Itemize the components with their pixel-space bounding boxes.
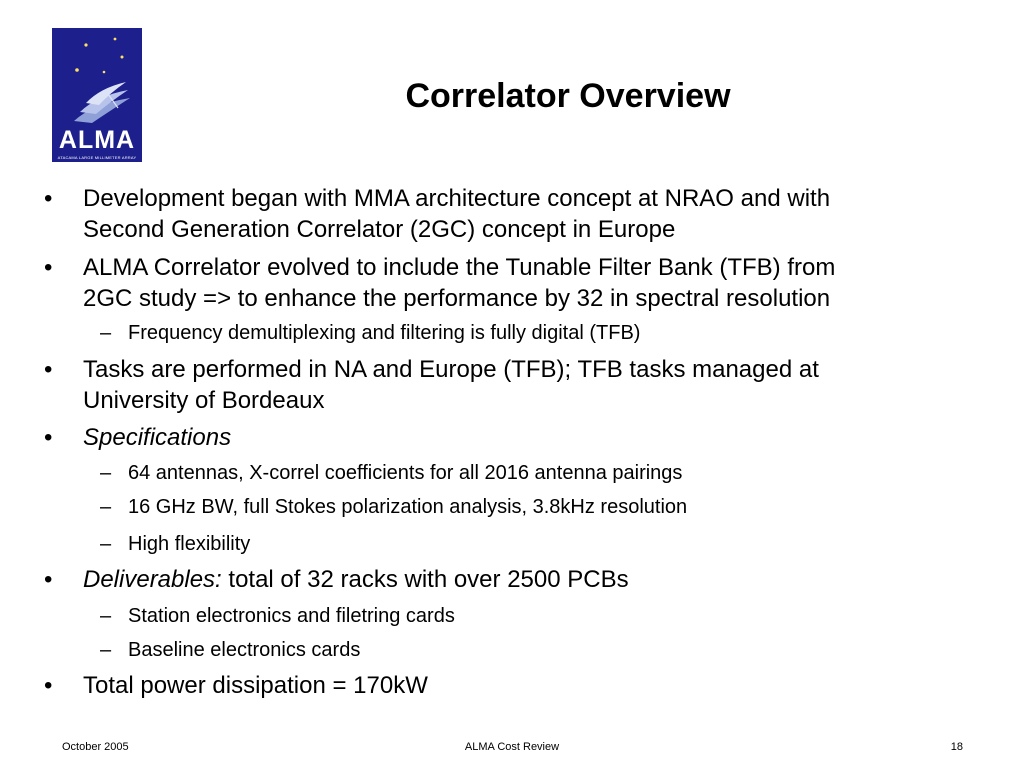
bullet-text: ALMA Correlator evolved to include the Tunable Filter Bank (TFB) from	[83, 254, 836, 281]
bullet-text: Tasks are performed in NA and Europe (TFB); TFB tasks managed at	[83, 356, 819, 383]
bullet-icon: •	[44, 566, 53, 593]
bullet-rest: total of 32 racks with over 2500 PCBs	[221, 566, 629, 593]
bullet-text: Development began with MMA architecture concept at NRAO and with	[83, 185, 831, 212]
footer-date: October 2005	[62, 741, 129, 753]
antenna-dishes-icon	[74, 82, 130, 123]
sub-bullet-text: 64 antennas, X-correl coefficients for all 2016 antenna pairings	[128, 462, 683, 484]
dash-icon: –	[100, 496, 112, 518]
bullet-icon: •	[44, 672, 53, 699]
dash-icon: –	[100, 462, 112, 484]
bullet-text: Total power dissipation = 170kW	[83, 672, 428, 699]
alma-logo	[52, 28, 142, 162]
sub-bullet-text: High flexibility	[128, 533, 251, 555]
bullet-icon: •	[44, 424, 53, 451]
star-icon	[121, 56, 124, 59]
bullet-icon: •	[44, 185, 53, 212]
sub-bullet-text: Frequency demultiplexing and filtering is fully digital (TFB)	[128, 322, 641, 344]
dash-icon: –	[100, 605, 112, 627]
star-icon	[75, 68, 79, 72]
bullet-icon: •	[44, 356, 53, 383]
logo-wordmark: ALMA	[58, 126, 136, 154]
dash-icon: –	[100, 533, 112, 555]
dash-icon: –	[100, 639, 112, 661]
footer-center: ALMA Cost Review	[464, 741, 560, 753]
star-icon	[114, 38, 117, 41]
italic-heading: Deliverables:	[83, 566, 222, 593]
sub-bullet-text: 16 GHz BW, full Stokes polarization analysis, 3.8kHz resolution	[128, 496, 688, 518]
star-icons	[75, 38, 123, 74]
bullet-text	[83, 565, 629, 595]
sub-bullet-text: Baseline electronics cards	[128, 639, 361, 661]
bullet-text: University of Bordeaux	[83, 387, 325, 414]
bullet-icon: •	[44, 254, 53, 281]
slide-title: Correlator Overview	[405, 77, 731, 115]
bullet-text	[83, 423, 231, 453]
dash-icon: –	[100, 322, 112, 344]
alma-logo-graphic	[52, 28, 142, 128]
page-number: 18	[950, 741, 963, 753]
star-icon	[103, 71, 106, 74]
star-icon	[84, 43, 87, 46]
logo-tagline: ATACAMA LARGE MILLIMETER ARRAY	[57, 155, 137, 160]
bullet-text: Second Generation Correlator (2GC) concept in Europe	[83, 216, 676, 243]
bullet-text: 2GC study => to enhance the performance by 32 in spectral resolution	[83, 285, 831, 312]
italic-heading: Specifications	[83, 424, 232, 451]
sub-bullet-text: Station electronics and filetring cards	[128, 605, 455, 627]
